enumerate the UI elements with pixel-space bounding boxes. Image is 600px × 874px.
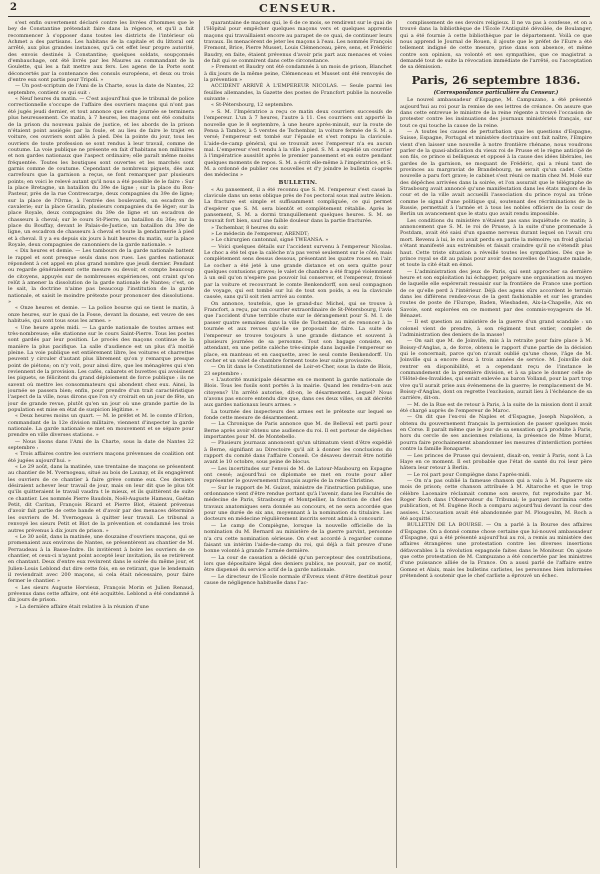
article-paragraph: » S. M. l'Impératrice a reçu ce matin deux courriers successifs de l'empereur. L'un à 7 heures, l'autre à 11. Ces courriers ont apporté la nouvelle que le 8 septembre, à une heure après-minuit, sur la route de Pensa à Tambov, à 5 verstes de Tschembar, la voiture fermée de S. M. a versé; l'empereur est tombé sur l'épaule et s'est rompu la clavicule. L'aide-de-camp général, qui se trouvait avec l'empereur n'a eu aucun mal. L'empereur s'est rendu à la ville à pied. S. M. a expédié un courrier à l'impératrice aussitôt après le premier pansement et en outre pendant quelques moments de repos. S. M. a écrit elle-même à l'impératrice, et S. M. a ordonné de publier ces nouvelles et d'y joindre le bulletin ci-après des médecins » <box>204 108 392 179</box>
article-paragraph: » Tschembar, 8 heures du soir. <box>211 224 289 231</box>
article-paragraph: BULLETIN DE LA BOURSE. — On a parlé à la Bourse des affaires d'Espagne. On a donné comme chose certaine que lui-nouvel ambassadeur d'Espagne, qui a été présenté aujourd'hui au roi, a remis au ministère des affaires étrangères une protestation contre les diverses insertions défavorables à la révolution espagnole faites dans le Moniteur. On ajoute que cette protestation de M. Campuzano a été concertée par les ministres d'une puissance alliée de la France. On a aussi parlé de l'affaire entre Gomez et Alaix, mais les bulletins carlistes, les personnes bien informées prétendent à soutenir que le chef carliste a éprouvé un échec. <box>400 522 592 580</box>
article-paragraph: — On lit dans le Constitutionnel de Loir-et-Cher, sous la date de Blois, 23 septembre : <box>204 364 392 377</box>
article-paragraph: « Onze heures et demie. — La police bourse qui se tient le matin, à onze heures, sur le quai de la Fosse, devant la douane, est veuve de ses habitués, qui sont tous sous les armes. » <box>8 305 194 325</box>
article-paragraph: complissement de ses devoirs religieux. Il ne va pas à confesse, et on a trouvé dans la bibliothèque de l'École l'Antiquité dévoilée, de Boulanger, qui a été fournie à cette bibliothèque par le département. Voilà ce que nous apprend le Journal de Rouen, il ajoute que le préfet de l'Eure a été tellement indigné de cette mesure, prise dans son absence, et même contre son opinion, sa volonté et ses sympathies, que ce magistrat a demandé tout de suite la révocation immédiate de l'arrêté, ou l'acceptation de sa démission. <box>400 20 592 71</box>
article-paragraph: — On n'a pas oublié la fameuse chanson qui a valu à M. Paguerre six mois de prison; cette chanson attribuée à M. Altaroche et que le trop célèbre Lacenaire réclamait comme son œuvre, fut reproduite par M. Roger Roch dans l'Observateur du Tribunal; le parquet incriminа cette publication, et M. Eugène Roch a comparu aujourd'hui devant la cour des assises. L'accusation avait été abandonnée par M. Plougoulm, M. Roch a été acquitté. <box>400 477 592 522</box>
article-paragraph: « Deux heures moins un quart. — M. le préfet et M. le comte d'Erlon, commandant de la 12e division militaire, viennent d'inspecter la garde nationale. La garde nationale se met en mouvement et se sépare pour prendre en ville diverses stations. » <box>8 413 194 439</box>
article-paragraph: — Il est question au ministère de la guerre d'un grand scandale : un colonel vient de prendre, à son régiment tout entier, complet de l'administration des deniers de la masse! <box>400 319 592 338</box>
article-paragraph: — On sait que M. de Joinville, mis à la retraite pour faire place à M. Boissy-d'Anglas, a, de force, obtenu le rapport d'une partie de la décision qui le concernait, parce qu'on n'avait oublié qu'une chose, l'âge de M. Joinville qui a encore deux à trois années de service. M. Joinville doit rentrer en disponibilité, et a cependant reçu de l'instance le commandement de la première division, et à sa place le donner celle de l'Hôtel-des-Invalides, qui serait enlevée au baron Volland, pour la part trop vive qu'il aurait prise aux événemens de la guerre; le remplacement de M. Boissy-d'Anglas, dont on regrette l'exclusion, aurait lieu à l'échéance de sa carrière, dit-on. <box>400 338 592 402</box>
article-paragraph: — La cour de cassation a décidé qu'un percepteur des contributions, lors que dépositaire légal des deniers publics, ne pouvait, par ce motif, être dispensé du service actif de la garde nationale. <box>204 554 392 574</box>
article-paragraph: » Le chirurgien cantonnal, signé TWEANSA. » <box>211 237 329 244</box>
column-1 <box>8 20 194 870</box>
article-paragraph: » Fremont et Baudry ont été condamnés à un mois de prison, Blanchet à dix jours de la même peine, Clémenceau et Musset ont été renvoyés de la prévention » <box>204 64 392 84</box>
article-paragraph: » Le médecin de l'empereur, ARENDT; <box>211 231 310 237</box>
article-paragraph: « St-Pétersbourg, 12 septembre. <box>211 102 294 109</box>
article-paragraph: — Le directeur de l'École normale d'Évreux vient d'être destitué pour cause de négligence habituelle dans l'ac- <box>204 573 392 586</box>
article-paragraph: — Nous lisons dans l'Ami de la Charte, sous la date de Nantes 22 septembre : <box>8 438 194 452</box>
article-paragraph: « Au pansement, il a été reconnu que S. M. l'empereur s'est cassé la clavicule dans un sens oblique près de l'os pectoral sous mal autre lésion. La fracture est simple et suffisamment compliquée, ce qui permet d'espérer que S. M. sera bientôt et complètement rétablie. Après le pansement, S. M. a dormi tranquillement quelques heures. S. M. se trouvait fort bien, sauf une faible douleur dans la partie fracturée. <box>204 186 392 225</box>
article-paragraph: On annonce, toutefois, que le grand-duc Michel, qui se trouve à Francfort, a reçu, par un courrier extraordinaire de St-Pétersbourg, l'avis que l'accident d'une terrible chute sur le dérangement pour S. M. I. de passer quatre semaines dans la ville de Tschembar, et de renoncer à la tournée et aux revues qu'elle se proposait de faire. La suite de l'empereur se trouve toujours à une grande distance et souvent à plusieurs journées de sa personne. Tout son bagage consiste, en attendant, en une petite calèche très-simple dans laquelle l'empereur se place, en manteau et en casquette, avec le seul comte Benkendorff. Un cocher et un valet de chambre forment toute leur suite provisoire. <box>204 300 392 364</box>
article-paragraph: — Plusieurs journaux annoncent qu'un ultimatum vient d'être expédié à Berne, signifiant au Directoire qu'il ait à donner les conclusions du rapport du comité dans l'affaire Conseil. Ce désaveu devrait être notifié avant le 10 octobre, sous peine de blocus. <box>204 440 392 466</box>
article-paragraph: « Le 29 août, dans la matinée, une trentaine de maçons se présentent au chantier de M. Yvernogeau, situé au bois de Launay, et ils engagèrent les ouvriers de ce chantier à faire grève comme eux. Ces derniers désiraient achever leur travail de jour, mais on leur dit que le plus tôt qu'ils quitteraient le travail vaudra t le mieux, et ils quittèrent de suite ce chantier. Les nommés Pierre Baudoin, Noël-Auguste Hameau, Gaétan Petit, dit Caritan, François Ricard et Pierre Blot, étaient prévenus d'avoir fait partie de cette bande et d'avoir par des menaces déterminé les ouvriers de M. Yvernogeau à quitter leur travail. Le tribunal a renvoyé les sieurs Petit et Blot de la prévention et condamné les trois autres prévenus à dix jours de prison. » <box>8 464 194 534</box>
article-paragraph: « Dix heures et demie. — Les tambours de la garde nationale battent le rappel et sont presque seuls dans nos rues. Les gardes nationaux répondent à cet appel en plus grand nombre que jeudi dernier. Pendant ou regarde généralement cette mesure ou devoir, et compte beaucoup de citoyens, appuyés sur de nombreuses expériences, ont craint qu'on relût à amener la dissolution de la garde nationale de Nantes; c'est, on le sait, la doctrine n'aime pas beaucoup l'institution de la garde nationale, et saisit le moindre prétexte pour prononcer des dissolutions. » <box>8 248 194 306</box>
page-header <box>10 2 586 16</box>
article-paragraph: « Le 30 août, dans la matinée, une douzaine d'ouvriers maçons, qui se promenaient aux environs de Nantes, se présentèrent au chantier de M. Perraudeau à la Basse-Indre. Ils invitèrent à boire les ouvriers de ce chantier, et ceux-ci n'ayant point accepté leur invitation, ils se retirèrent en chantant. Deux d'entre eux revinrent dans le soirée du même jour, et Julien-Louis Leblond dut dire cette fois, en se retirant, que le lendemain il reviendrait avec 200 maçons, si cela était nécessaire, pour faire fermer le chantier. » <box>8 533 194 585</box>
article-paragraph: — Le camp de Compiègne, lorsque la nouvelle officielle de la nomination du M. Bernard au ministère de la guerre parvint, personne n'a cru cette nomination sérieuse. On s'est accordé à regarder comme faisant un intérim l'aide-de-camp du roi, qui déjà a fait preuve d'une bonne volonté à grande l'armée dernière. <box>204 522 392 555</box>
column-divider <box>396 20 397 868</box>
article-paragraph: — L'administration des jeux de Paris, qui sent approcher sa dernière heure et son exploitation lui échapper, prépare une organisation au moyen de laquelle elle espérerait ressaisir sur la frontière de France une portion de ce qu'elle perd à l'intérieur. Déjà des agens sûrs accordent le terrain dans les différens rendez-vous de la gent fashionable et sur les grandes routes de poste de l'Europe, Baden, Wiesbaden, Aix-la-Chapelle, Aix en Savoie, sont explorées en ce moment par des commis-voyageurs de M. Bénazet. <box>400 268 592 319</box>
article-paragraph: « Trois affaires contre les ouvriers maçons prévenues de coalition ont été jugées aujourd'hui. » <box>8 451 194 464</box>
article-paragraph: « Les sieurs Auguste Hervieux, François Morin et Julien Renaud, prévenus dans cette affaire, ont été acquittés. Leblond a été condamné à dix jours de prison. <box>8 584 194 604</box>
article-paragraph: ACCIDENT ARRIVÉ À L'EMPEREUR NICOLAS. — Seule parmi les feuilles allemandes, la Gazette des postes de Francfort publie la nouvelle suivante : <box>204 83 392 103</box>
article-paragraph: « Une heure après midi. — La garde nationale de toutes armes est très-nombreuse; elle stationne sur le cours Saint-Pierre. Tous les postes sont gardés par leur position. Le procès des maçons continue de la manière la plus pacifique. La salle d'audience est un plus d'à moitié pleine. La voie publique est entièrement libre, les voitures et charrettes peuvent y circuler d'autant plus librement qu'on y remarque presque point de piétons; on n'y voit, pour ainsi dire, que les ménagères qui s'en reviennent de la provision. Les cafés, cabarets et buvettes qui avoisinent les piquets, se félicitent du grand déploiement de force publique : ils ne savent où mettre les consommateurs qui abondent chez eux. Ainsi, la journée se passera bien; enfin, pour prendre d'un trait caractéristique l'aspect de la ville, nous dirons que l'on s'y croirait en un jour de fête, un jour de grande revue, plutôt qu'en un jour où une grande partie de la population est mise en état de suspicion légitime. » <box>8 324 194 413</box>
article-paragraph: « Neuf heures du matin. — C'est aujourd'hui que le tribunal de police correctionnelle s'occupe de l'affaire des ouvriers maçons qui n'ont pas été jugés jeudi dernier, et tout annonce que cette journée se terminera plus heureusement. Ce matin, à 7 heures, les maçons ont été conduits de la prison du nouveau palais de justice, et les abords de la prison n'étaient point assiégés par la foule, et au lieu de faire le trajet en voiture, ces ouvriers sont allés à pied. Dès la pointe du jour, tous les ouvriers de toute profession se sont rendus à leur travail, comme de coutume. La voie publique ne présente en fait d'habitans non militaires et non gardes nationaux que l'aspect ordinaire; elle paraît même moins fréquentée. Toutes les boutiques sont ouvertes et les marchés sont garnis comme de coutume. Cependant de nombreux piquets, dès aux carrefours que la garnison a reçus, se font remarquer par plusieurs points; en voici le relevé autant qu'il nous a été possible de le faire : Sur la place Bretagne, un bataillon du 39e de ligne ; sur la place du Bon-Pasteur, près de la rue Contrescarpe, deux compagnies du 39e de ligne; sur la place de l'Orme, à l'entrée des boulevards, un escadron de cavalerie; sur la place Graslin, plusieurs compagnies du 6e léger; sur la place Royale, deux compagnies du 39e de ligne et un escadron de chasseurs à cheval; sur le cours St-Pierre, un bataillon du 36e; sur la place du Bouffay, devant le Palais-de-Justice, un bataillon du 39e de ligne, un escadron de chasseurs à cheval et toute la gendarmerie à pied et à cheval. Il y a eu depuis six jours à huit heures du matin, sur la place Royale, deux compagnies de canonniers de la garde nationale. » <box>8 96 194 249</box>
article-paragraph: — Les princes de Prusse qui devaient, disait-on, venir à Paris, sont à La Haye en ce moment. Il est probable que l'état de santé du roi leur père hâtera leur retour à Berlin. <box>400 452 592 472</box>
correspondence-note: (Correspondance particulière du Censeur.) <box>433 89 559 96</box>
article-paragraph: « L'autorité municipale désarme en ce moment la garde nationale de Blois. Tous les fusils sont portés à la mairie. Quand les rendra-t-on aux citoyens? Un arrêté autorise, dit-on, le désarmement. Lequel? Nous n'avons pas encore entendu dire que, dans ces deux villes, on ait décrété aux gardes nationaux leurs armes. » <box>204 376 392 409</box>
article-paragraph: Les conditions du ministère n'étaient pas sans inquiétude ce matin; à annoncement que S. M. le roi de Prusse, à la suite d'une promenade à Postdam, avait été saisi d'un spasme nerveux durant lequel on l'avait cru mort. Revenu à lui, le roi avait perdu en partie la mémoire; un froid glacial s'étant manifesté aux extrémités et faisait craindre qu'il ne s'étendît plus haut. Cette triste situation a réveillé toutes les sympathies. Dès que le prince royal se dit au palais pour avoir des nouvelles de l'auguste malade, et toute la cité était en émoi. <box>400 217 592 269</box>
article-paragraph: » La dernière affaire était relative à la réunion d'une <box>15 603 149 610</box>
column-2 <box>204 20 392 870</box>
article-paragraph: — Les incertitudes sur l'envoi de M. de Latour-Maubourg en Espagne ont cessé; aujourd'hui ce diplomate se met en route pour aller représenter le gouvernement français auprès de la reine Christine. <box>204 465 392 485</box>
article-paragraph: — Le roi part pour Compiègne dans l'après-midi. <box>407 471 531 478</box>
dateline-heading: Paris, 26 septembre 1836. <box>411 72 581 87</box>
article-paragraph: — On dit que l'ex-roi de Naples et d'Espagne, Joseph Napoléon, a obtenu du gouvernement français la permission de passer quelques mois en Corse. Il paraît même que le jour de sa sensation qu'à produite à Paris, hors du cercle de ses anciennes relations, la présence de Mme Murat, pourra faire prochainement abandonner les mesures d'interdiction portées contre la famille Bonaparte. <box>400 414 592 453</box>
journal-title: CENSEUR. <box>258 2 338 15</box>
article-paragraph: — Sur le rapport de M. Guizot, ministre de l'instruction publique, une ordonnance vient d'être rendue portant qu'à l'avenir, dans les Facultés de médecine de Paris, Strasbourg et Montpellier, la fonction de chef des travaux anatomiques sera donnée au concours, et ne sera accordée que pour une durée de six ans, moyennant à la nomination du titulaire. Les docteurs en médecine régulièrement inscrits seront admis à concourir. <box>204 484 392 523</box>
section-heading-bulletin: BULLETIN. <box>278 179 318 186</box>
article-paragraph: — Voici quelques détails sur l'accident survenu à l'empereur Nicolas. Le choc a été tel que la calèche n'a pas versé seulement sur le côté, mais complètement sens dessus dessous, présentant les quatre roues en l'air. Le cocher a été jeté à une grande distance et on sera quitte pour quelques contusions graves; le valet de chambre a été frappé violemment à un œil qu'on n'espère pas pouvoir lui conserver, et l'empereur, froissé par la voiture et recouvrant le comte Benkendorff, son seul compagnon de voyage, qui est tombé sur lui de tout son poids, a eu la clavicule cassée, sans qu'il soit rien arrivé au comte. <box>204 243 392 301</box>
article-paragraph: — La Chronique de Paris annonce que M. de Bellevaï est parti pour Berne après avoir obtenu une audience du roi. Il est porteur de dépêches importantes pour M. de Montebello. <box>204 421 392 440</box>
article-paragraph: s'est enfin ouvertement déclaré contre les livrées d'hommes que le bey de Constantine prétendait faire dans la régence, et qu'il a fait recommencer à s'opposer dans toutes les districts de l'intérieur où Achmet a des partisans. Les habitans de la capitale et du littoral ont arrêté, aux plus grandes instances, qu'à cet effet leur propre autorité, des envois destinés à Constantine; quelques soldats, soupçonnés d'embauchage, ont été livrés par les Maures au commandant de la Goulette, qui les a fait mettre aux fers. Les agens de la Porte sont déconcertés par la contenance des consuls européens, et deux ou trois d'entre eux sont partis pour Tripoli. » <box>8 20 194 84</box>
article-paragraph: quarantaine de maçons qui, le 6 de ce mois, se rendirent sur le quai de l'Hôpital pour empêcher quelques maçons vers et quelques apprentis maçons qui travaillaient encore au parapet de ce quai, de continuer leurs travaux. Ils menacèrent de jeter les maçons à l'eau. Les nommés François Fremont, Brice, Pierre Musset, Louis Clémenceau, père, sens, et Frédéric Baudry, en faite, étaient prévenus d'avoir pris part aux menaces et voies de fait qui se commirent dans cette circonstance. <box>204 20 392 65</box>
article-paragraph: Le nouvel ambassadeur d'Espagne, M. Campuzano, a été présenté aujourd'hui au roi pour la remise de ses lettres de créance. On assure que dans cette entrevue le ministre de la reine régente a trouvé l'occasion de protester contre les insinuations des journaux ministériels français, sur tout ce qui touche la cause de la reine. <box>400 97 592 129</box>
article-paragraph: — A toutes les causes de perturbation que les questions d'Espagne, Suisse, Espagne, Portugal et ministère doctrinaire ont fait naître, l'Empire vient d'en laisser une nouvelle à notre frontière rhénane, nous voudrons parler de la quasi-abdication du vieux roi de Prusse et le règne anticipé de son fils, ce prince si belliqueux et opposé à la cause des idées libérales, les gardes de la garnison, se moquant de Frédéric, qui a réuni tant de provinces au margraviat de Brandebourg, ne serait qu'un cadet. Cette nouvelle a paru fort grave; le cabinet s'est réuni ce matin chez M. Molé sur des dépêches arrivées dans la soirée, et l'on assurait que le télégraphe de Strasbourg avait annoncé qu'une manifestation dans les états majors de la cour et de la ville avait accueilli l'association du prince royal au trône comme le signal d'une politique qui, soutenant des récriminations de la Russie, permettait à l'armée et à tous les nobles officiers de la cour de Berlin un avancement que le statu quo avait rendu impossible. <box>400 128 592 218</box>
dateline-rule <box>466 88 526 89</box>
column-3 <box>400 20 592 870</box>
article-paragraph: La tournée des inspecteurs des armes est le prétexte sur lequel se fonde cette mesure de désarmement. <box>204 408 392 421</box>
header-rule <box>8 16 590 17</box>
article-paragraph: — M. de la Rue est de retour à Paris, à la suite de la mission dont il avait été chargé auprès de l'empereur de Maroc. <box>400 401 592 415</box>
page-number: 2 <box>10 2 17 13</box>
column-divider <box>199 20 200 868</box>
article-paragraph: — Un post-scriptum de l'Ami de la Charte, sous la date de Nantes, 22 septembre, contient ce qui suit : <box>8 83 194 96</box>
